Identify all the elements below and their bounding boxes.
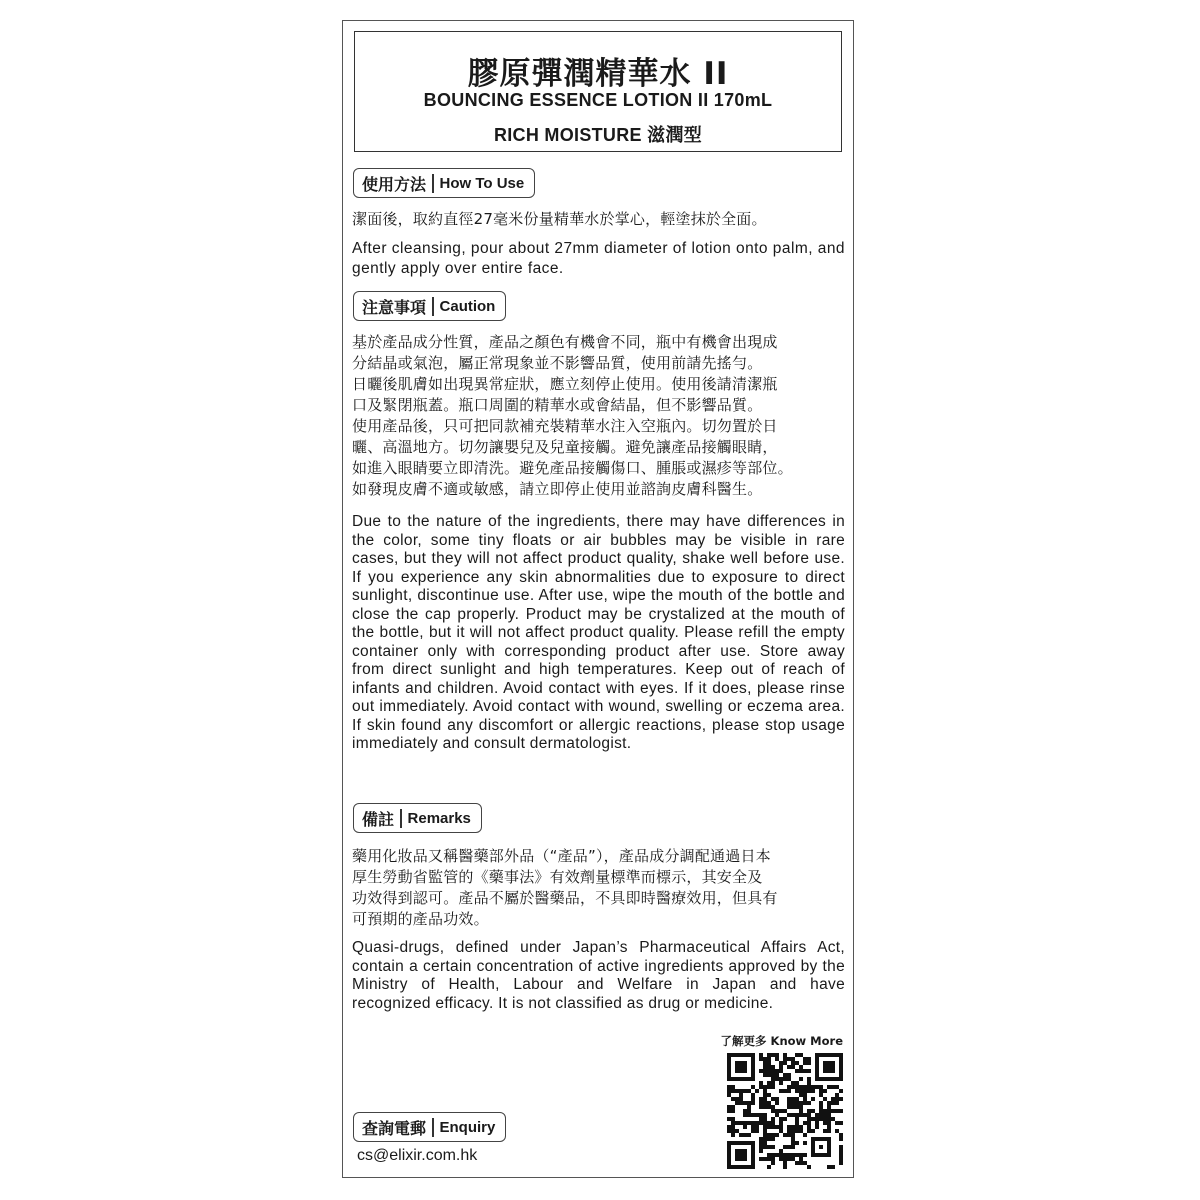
how-to-use-text-en: After cleansing, pour about 27mm diameter of lotion onto palm, and gently apply over entire face. <box>352 240 845 277</box>
heading-divider <box>432 297 434 316</box>
caution-heading-zh: 注意事項 <box>362 297 427 317</box>
enquiry-heading-en: Enquiry <box>439 1118 496 1136</box>
caution-heading-en: Caution <box>439 297 496 315</box>
remarks-heading-zh: 備註 <box>362 809 395 829</box>
remarks-text-en: Quasi-drugs, defined under Japan’s Pharmaceutical Affairs Act, contain a certain concentration of active ingredients approved by the Ministry of Health, Labour and Welfare in Japan and have recognized efficacy. It is not classified as drug or medicine. <box>352 939 845 1012</box>
know-more-label: 了解更多 Know More <box>720 1034 843 1048</box>
heading-divider <box>432 1118 434 1137</box>
heading-divider <box>432 174 434 193</box>
qr-code-icon[interactable] <box>727 1053 843 1169</box>
how-to-use-heading <box>353 168 535 198</box>
how-to-use-heading-zh: 使用方法 <box>362 174 427 194</box>
product-label <box>342 20 854 1178</box>
enquiry-email[interactable]: cs@elixir.com.hk <box>357 1147 478 1164</box>
caution-text-zh: 基於產品成分性質，產品之顏色有機會不同，瓶中有機會出現成 分結晶或氣泡，屬正常現象並不影響品質，使用前請先搖勻。 日曬後肌膚如出現異常症狀，應立刻停止使用。使用後請清潔瓶 口及緊閉瓶蓋。瓶口周圍的精華水或會結晶，但不影響品質。 使用產品後，只可把同款補充裝精華水注入空瓶內。切勿置於日 曬、高溫地方。切勿讓嬰兒及兒童接觸。避免讓產品接觸眼睛， 如進入眼睛要立即清洗。避免產品接觸傷口、腫脹或濕疹等部位。 如發現皮膚不適或敏感，請立即停止使用並諮詢皮膚科醫生。 <box>352 333 793 498</box>
remarks-heading <box>353 803 482 833</box>
caution-text-en: Due to the nature of the ingredients, there may have differences in the color, some tiny floats or air bubbles may be visible in rare cases, but they will not affect product quality, shake well before use. If you experience any skin abnormalities due to exposure to direct sunlight, discontinue use. After use, wipe the mouth of the bottle and close the cap properly. Product may be crystalized at the mouth of the bottle, but it will not affect product quality. Please refill the empty container only with corresponding product after use. Store away from direct sunlight and high temperatures. Keep out of reach of infants and children. Avoid contact with eyes. If it does, please rinse out immediately. Avoid contact with wound, swelling or eczema area. If skin found any discomfort or allergic reactions, please stop usage immediately and consult dermatologist. <box>352 513 845 752</box>
product-name-en: BOUNCING ESSENCE LOTION II 170mL <box>423 90 773 110</box>
how-to-use-text-zh: 潔面後，取約直徑27毫米份量精華水於掌心，輕塗抹於全面。 <box>352 210 767 228</box>
how-to-use-heading-en: How To Use <box>439 174 525 192</box>
title-box <box>354 31 842 152</box>
caution-heading <box>353 291 506 321</box>
enquiry-heading <box>353 1112 506 1142</box>
enquiry-heading-zh: 查詢電郵 <box>362 1118 427 1138</box>
product-name-zh: 膠原彈潤精華水 II <box>467 56 729 92</box>
heading-divider <box>400 809 402 828</box>
remarks-text-zh: 藥用化妝品又稱醫藥部外品（“產品”），產品成分調配通過日本 厚生勞動省監管的《藥事法》有效劑量標準而標示，其安全及 功效得到認可。產品不屬於醫藥品，不具即時醫療效用，但具有 可預期的產品功效。 <box>352 847 778 928</box>
remarks-heading-en: Remarks <box>407 809 471 827</box>
product-variant: RICH MOISTURE 滋潤型 <box>493 125 703 145</box>
